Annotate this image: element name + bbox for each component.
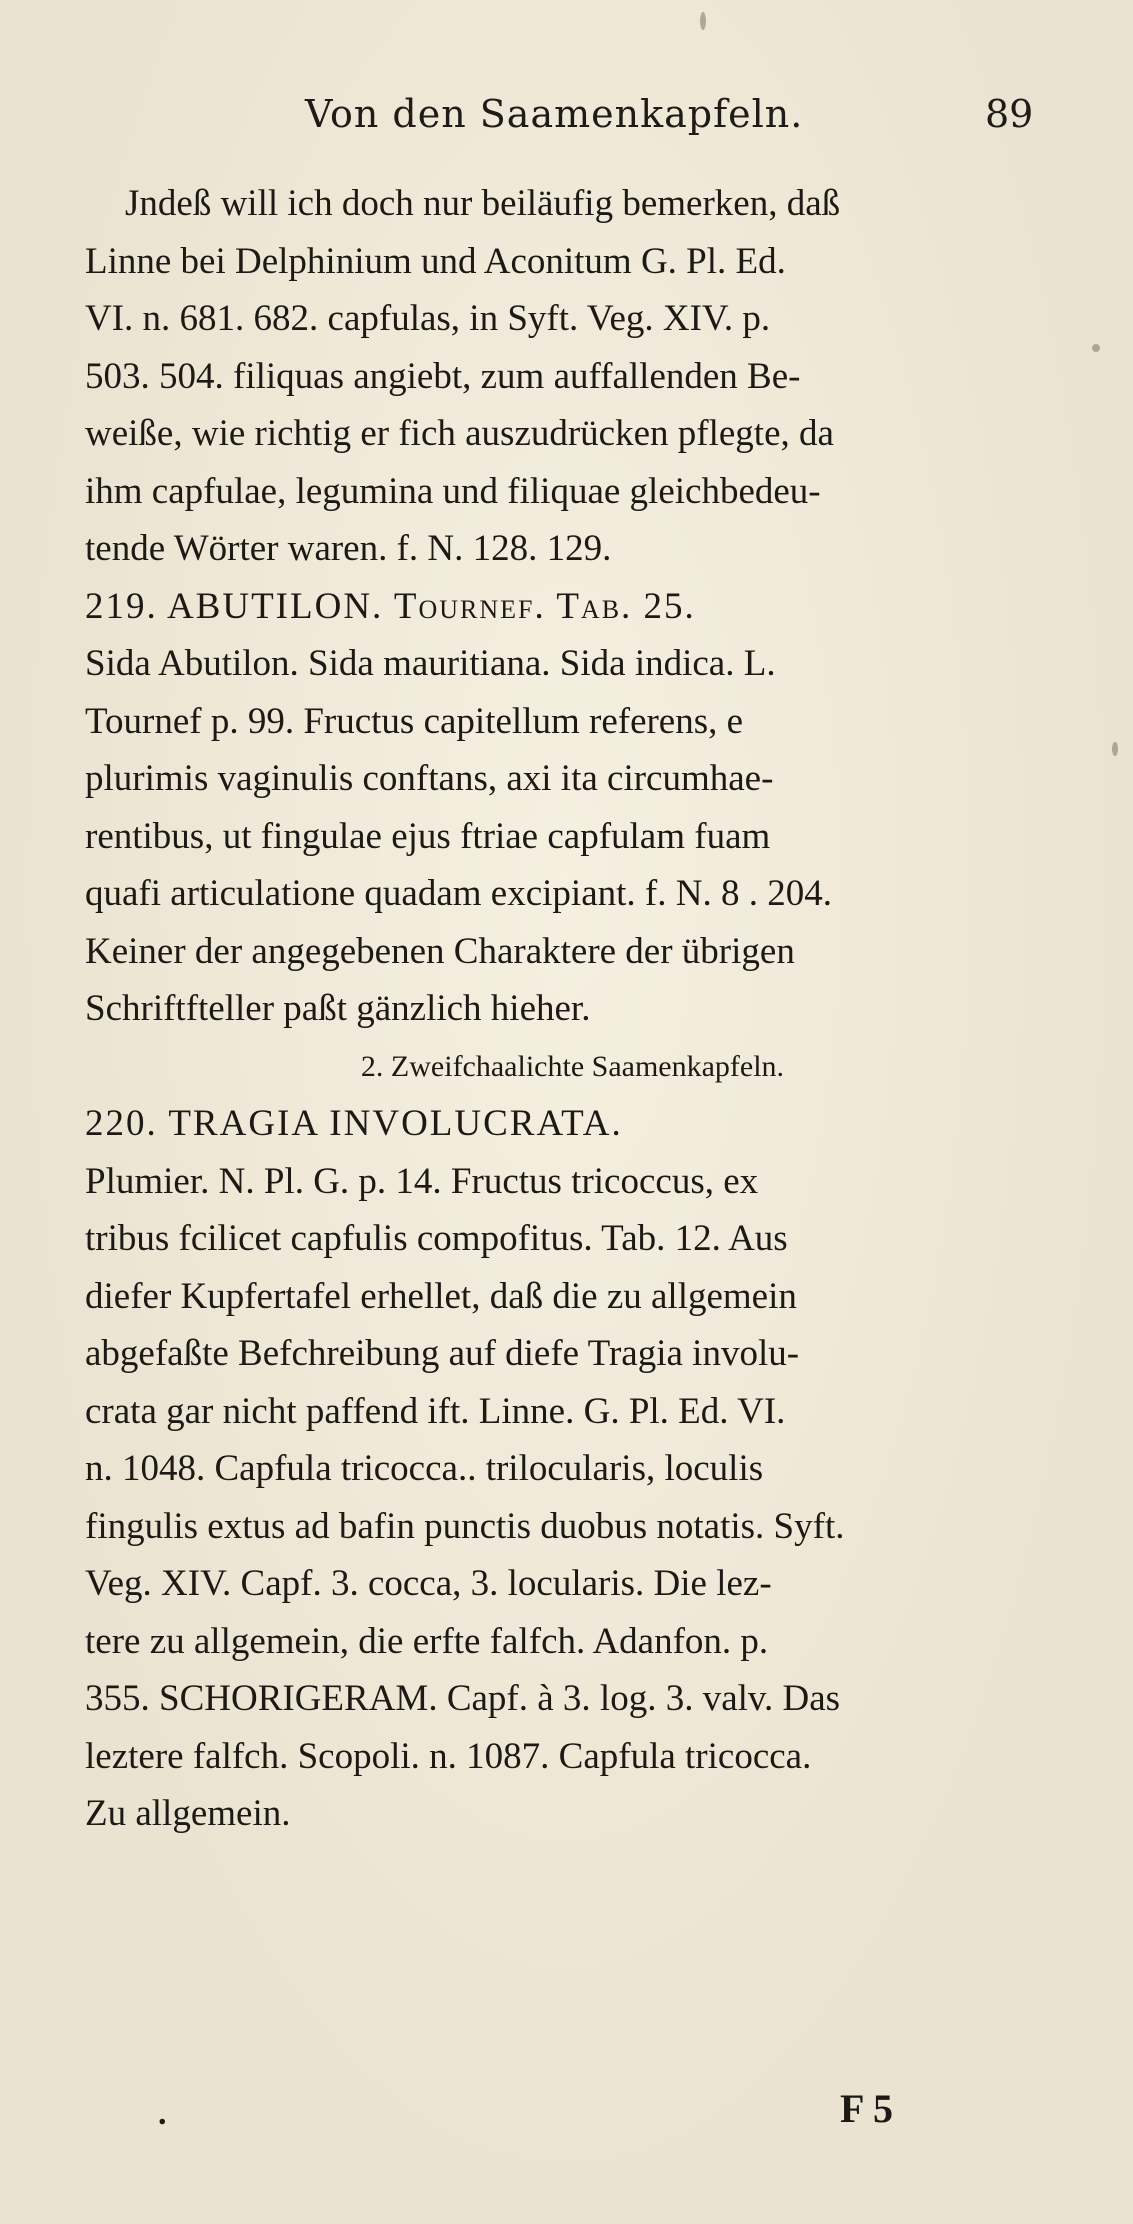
text-line: 503. 504. filiquas angiebt, zum auffallenden Be- bbox=[85, 355, 801, 397]
text-line: tende Wörter waren. f. N. 128. 129. bbox=[85, 528, 612, 569]
page-footer bbox=[0, 2085, 1133, 2145]
text-line: leztere falfch. Scopoli. n. 1087. Capfula tricocca. bbox=[85, 1735, 812, 1777]
text-line: tribus fcilicet capfulis compofitus. Tab. 12. Aus bbox=[85, 1218, 788, 1259]
text-line: Jndeß will ich doch nur beiläufig bemerken, daß bbox=[125, 183, 841, 224]
footer-mark: . bbox=[158, 2095, 167, 2132]
section-heading: 2. Zweifchaalichte Saamenkapfeln. bbox=[360, 1049, 785, 1083]
text-line: Sida Abutilon. Sida mauritiana. Sida indica. L. bbox=[85, 643, 776, 684]
text-line: 355. SCHORIGERAM. Capf. à 3. log. 3. valv. Das bbox=[85, 1678, 841, 1719]
paper-speck bbox=[700, 12, 706, 30]
text-line: diefer Kupfertafel erhellet, daß die zu allgemein bbox=[85, 1275, 797, 1317]
signature-mark: F 5 bbox=[840, 2086, 893, 2131]
text-line: weiße, wie richtig er fich auszudrücken pflegte, da bbox=[85, 413, 834, 454]
entry-heading: 220. TRAGIA INVOLUCRATA. bbox=[85, 1103, 623, 1144]
text-line: Keiner der angegebenen Charaktere der übrigen bbox=[85, 930, 795, 972]
text-line: ihm capfulae, legumina und filiquae gleichbedeu- bbox=[85, 470, 821, 512]
text-line: tere zu allgemein, die erfte falfch. Adanfon. p. bbox=[85, 1620, 769, 1662]
text-line: rentibus, ut fingulae ejus ftriae capfulam fuam bbox=[85, 815, 771, 857]
page-number: 89 bbox=[985, 92, 1034, 136]
text-line: abgefaßte Befchreibung auf diefe Tragia involu- bbox=[85, 1333, 800, 1374]
entry-heading: 219. ABUTILON. Tournef. Tab. 25. bbox=[85, 585, 696, 627]
paper-speck bbox=[1112, 742, 1118, 756]
text-line: plurimis vaginulis conftans, axi ita circumhae- bbox=[85, 758, 774, 799]
running-head: Von den Saamenkapfeln. bbox=[305, 92, 804, 136]
text-line: quafi articulatione quadam excipiant. f. N. 8 . 204. bbox=[85, 873, 832, 914]
page-header bbox=[0, 92, 1133, 152]
text-line: VI. n. 681. 682. capfulas, in Syft. Veg. XIV. p. bbox=[85, 298, 771, 339]
text-line: Schriftfteller paßt gänzlich hieher. bbox=[85, 988, 591, 1029]
text-line: fingulis extus ad bafin punctis duobus notatis. Syft. bbox=[85, 1505, 845, 1547]
paper-speck bbox=[1092, 344, 1100, 352]
text-line: Plumier. N. Pl. G. p. 14. Fructus tricoccus, ex bbox=[85, 1160, 759, 1202]
text-line: n. 1048. Capfula tricocca.. trilocularis, loculis bbox=[85, 1448, 764, 1489]
text-line: crata gar nicht paffend ift. Linne. G. Pl. Ed. VI. bbox=[85, 1390, 786, 1432]
text-line: Veg. XIV. Capf. 3. cocca, 3. locularis. Die lez- bbox=[85, 1563, 772, 1604]
text-line: Linne bei Delphinium und Aconitum G. Pl. Ed. bbox=[85, 240, 786, 282]
text-line: Tournef p. 99. Fructus capitellum referens, e bbox=[85, 700, 744, 742]
body-text bbox=[85, 175, 1060, 1843]
text-line: Zu allgemein. bbox=[85, 1793, 291, 1834]
